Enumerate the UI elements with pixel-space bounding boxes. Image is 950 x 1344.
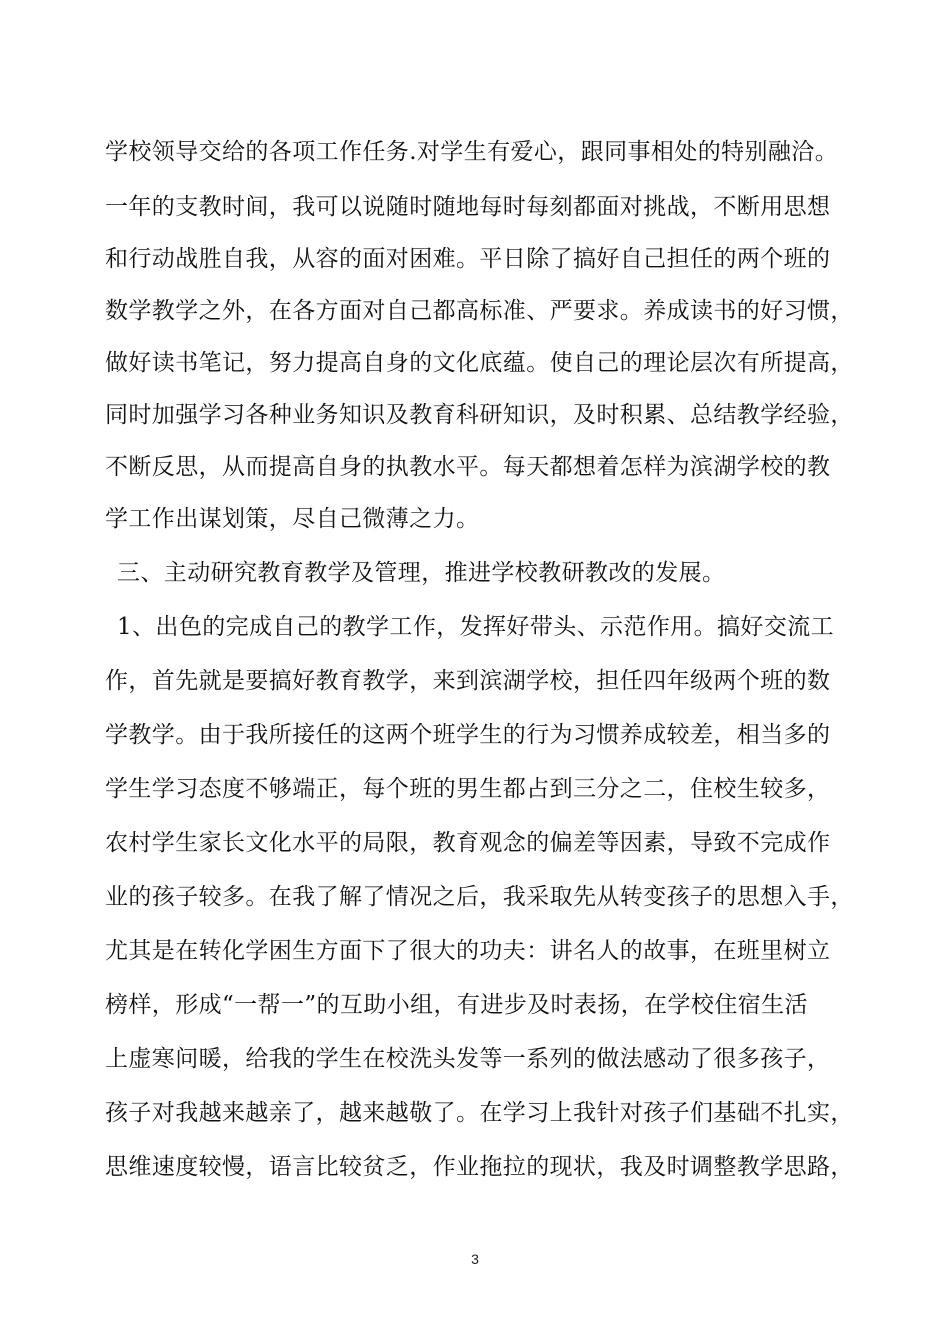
- body-text-line: 思维速度较慢，语言比较贫乏，作业拖拉的现状，我及时调整教学思路，: [105, 1154, 854, 1180]
- page-number: 3: [471, 1251, 479, 1267]
- body-text-line: 不断反思，从而提高自身的执教水平。每天都想着怎样为滨湖学校的教: [105, 454, 831, 480]
- body-text-line: 学生学习态度不够端正，每个班的男生都占到三分之二，住校生较多，: [105, 776, 831, 802]
- body-text-line: 学校领导交给的各项工作任务.对学生有爱心，跟同事相处的特别融洽。: [105, 139, 839, 165]
- body-text-line: 和行动战胜自我，从容的面对困难。平日除了搞好自己担任的两个班的: [105, 246, 831, 272]
- body-text-line: 做好读书笔记，努力提高自身的文化底蕴。使自己的理论层次有所提高，: [105, 350, 854, 376]
- body-text-line: 学教学。由于我所接任的这两个班学生的行为习惯养成较差，相当多的: [105, 722, 831, 748]
- body-text-line: 农村学生家长文化水平的局限，教育观念的偏差等因素，导致不完成作: [105, 830, 831, 856]
- body-text-line: 上虚寒问暖，给我的学生在校洗头发等一系列的做法感动了很多孩子，: [105, 1046, 831, 1072]
- body-text-line: 学工作出谋划策，尽自己微薄之力。: [105, 506, 480, 532]
- body-text-line: 榜样，形成“一帮一”的互助小组，有进步及时表扬，在学校住宿生活: [105, 992, 808, 1018]
- body-text-line: 一年的支教时间，我可以说随时随地每时每刻都面对挑战，不断用思想: [105, 194, 831, 220]
- body-text-line: 业的孩子较多。在我了解了情况之后，我采取先从转变孩子的思想入手，: [105, 884, 854, 910]
- body-text-line: 1、出色的完成自己的教学工作，发挥好带头、示范作用。搞好交流工: [117, 614, 835, 640]
- body-text-line: 作，首先就是要搞好教育教学，来到滨湖学校，担任四年级两个班的数: [105, 668, 831, 694]
- body-text-line: 尤其是在转化学困生方面下了很大的功夫：讲名人的故事，在班里树立: [105, 938, 831, 964]
- body-text-line: 数学教学之外，在各方面对自己都高标准、严要求。养成读书的好习惯，: [105, 298, 854, 324]
- body-text-line: 孩子对我越来越亲了，越来越敬了。在学习上我针对孩子们基础不扎实，: [105, 1100, 854, 1126]
- body-text-line: 同时加强学习各种业务知识及教育科研知识，及时积累、总结教学经验，: [105, 402, 854, 428]
- section-heading: 三、主动研究教育教学及管理，推进学校教研教改的发展。: [117, 560, 726, 586]
